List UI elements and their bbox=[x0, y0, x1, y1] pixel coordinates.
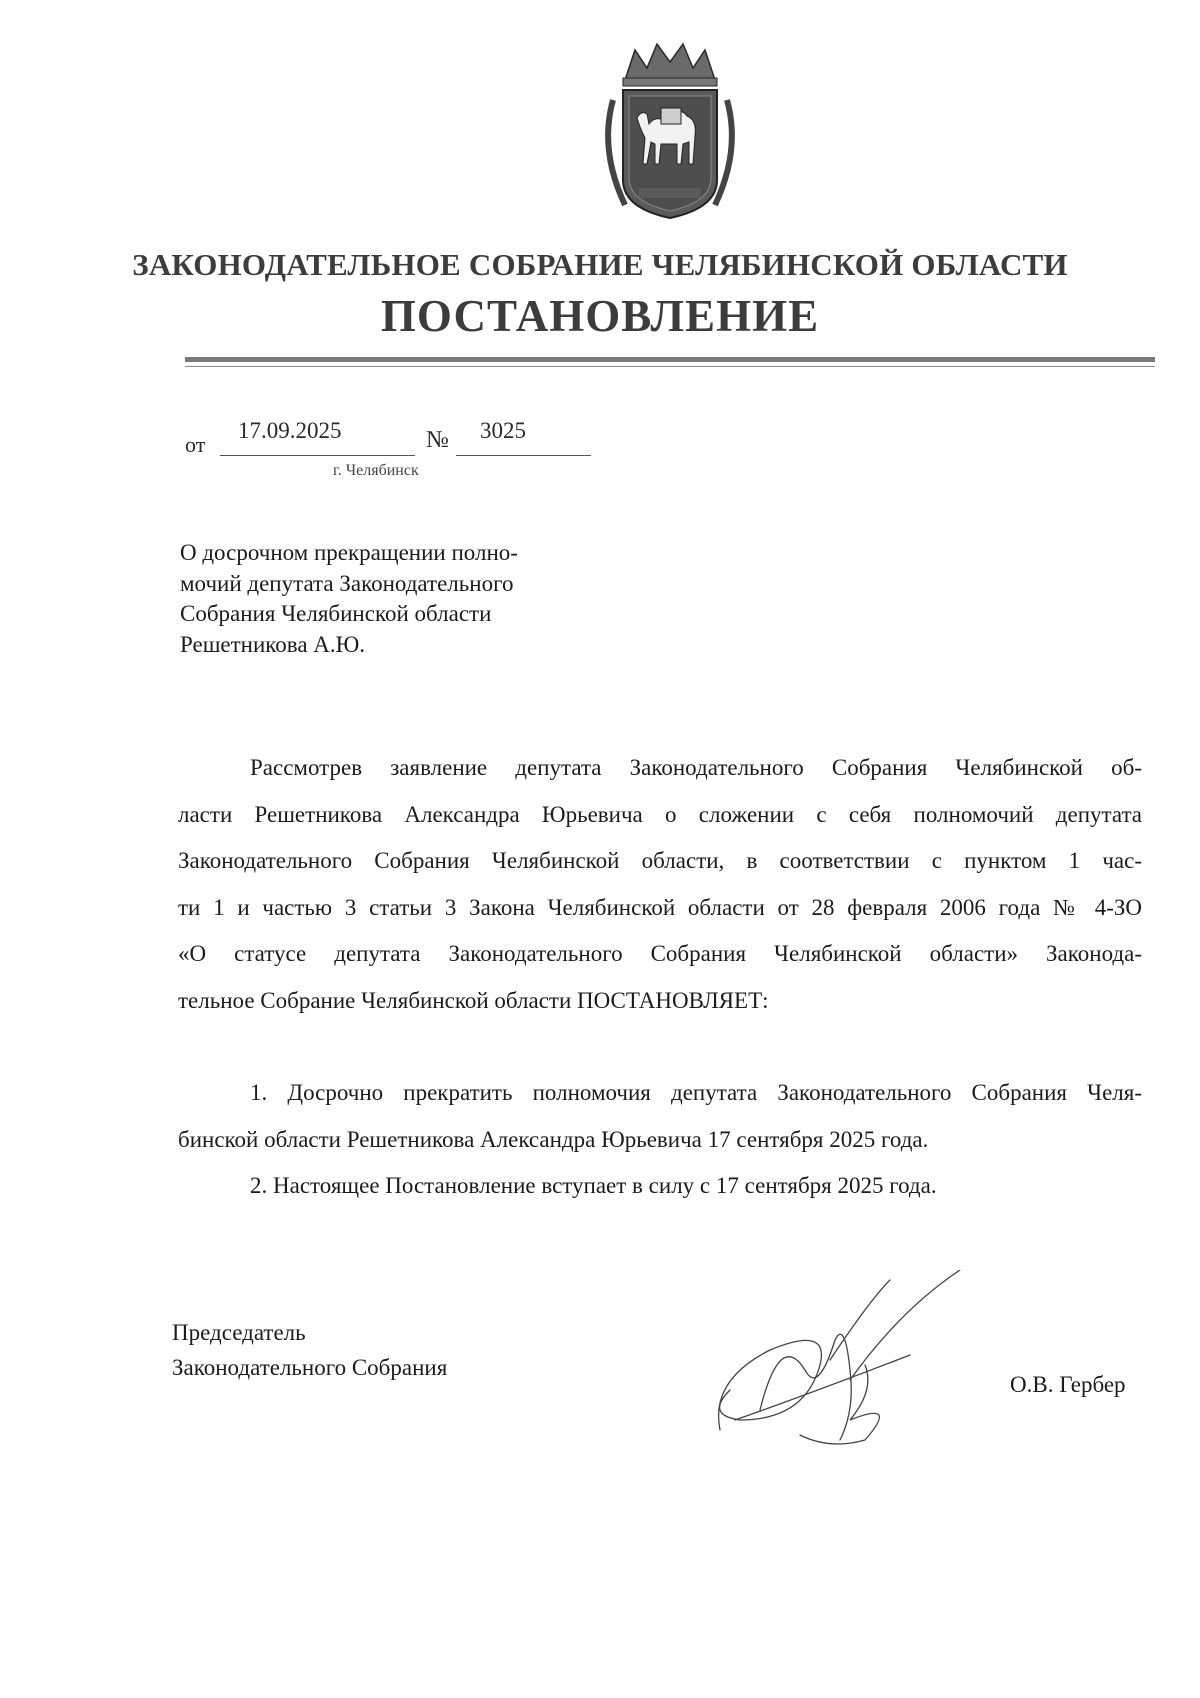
subject-line: О досрочном прекращении полно- bbox=[180, 540, 518, 565]
signatory-title: Законодательного Собрания bbox=[172, 1355, 448, 1380]
number-underline bbox=[456, 455, 591, 456]
subject-line: мочий депутата Законодательного bbox=[180, 570, 514, 596]
body-line: ласти Решетникова Александра Юрьевича о сложении с себя полномочий депутата bbox=[178, 801, 1142, 827]
item-2: 2. Настоящее Постановление вступает в силу с 17 сентября 2025 года. bbox=[250, 1173, 937, 1198]
document-number: 3025 bbox=[480, 418, 526, 443]
city: г. Челябинск bbox=[333, 462, 419, 479]
document-type-title: ПОСТАНОВЛЕНИЕ bbox=[380, 291, 820, 341]
organization-name: ЗАКОНОДАТЕЛЬНОЕ СОБРАНИЕ ЧЕЛЯБИНСКОЙ ОБЛАСТИ bbox=[132, 247, 1068, 282]
subject-line: Собрания Челябинской области bbox=[180, 601, 492, 626]
body-line: Рассмотрев заявление депутата Законодательного Собрания Челябинской об- bbox=[250, 755, 1142, 780]
number-label: № bbox=[426, 427, 449, 453]
body-line: «О статусе депутата Законодательного Собрания Челябинской области» Законода- bbox=[178, 941, 1142, 966]
document-subject bbox=[180, 538, 565, 660]
body-line: ти 1 и частью 3 статьи 3 Закона Челябинской области от 28 февраля 2006 года № 4-ЗО bbox=[178, 894, 1142, 920]
body-line: Законодательного Собрания Челябинской области, в соответствии с пунктом 1 час- bbox=[178, 848, 1142, 873]
header-rule-thick bbox=[185, 357, 1155, 362]
subject-line: Решетникова А.Ю. bbox=[180, 631, 366, 657]
date-prefix: от bbox=[185, 432, 206, 457]
header-rule-thin bbox=[185, 366, 1155, 367]
resolution-items bbox=[178, 1070, 1142, 1210]
coat-of-arms-icon bbox=[595, 40, 745, 225]
document-date: 17.09.2025 bbox=[238, 418, 342, 443]
item-1-line: 1. Досрочно прекратить полномочия депутата Законодательного Собрания Челя- bbox=[250, 1080, 1142, 1105]
handwritten-signature-icon bbox=[700, 1270, 970, 1450]
signatory-name: О.В. Гербер bbox=[1010, 1372, 1126, 1397]
item-1-line: бинской области Решетникова Александра Юрьевича 17 сентября 2025 года. bbox=[178, 1126, 929, 1152]
signatory-title: Председатель bbox=[172, 1320, 306, 1345]
date-underline bbox=[220, 455, 415, 456]
body-line: тельное Собрание Челябинской области ПОСТАНОВЛЯЕТ: bbox=[178, 987, 769, 1013]
preamble-paragraph bbox=[178, 745, 1142, 1024]
